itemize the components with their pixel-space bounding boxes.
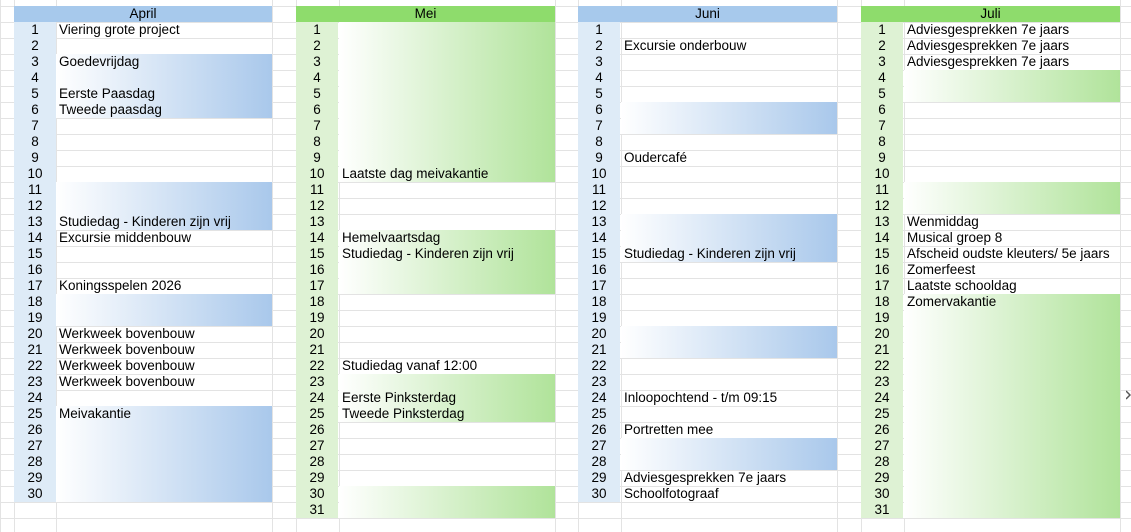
day-number-cell[interactable]: 9: [578, 150, 620, 166]
day-number-cell[interactable]: 19: [861, 310, 903, 326]
day-number-cell[interactable]: 22: [296, 358, 338, 374]
day-number-cell[interactable]: 20: [861, 326, 903, 342]
day-number-cell[interactable]: 15: [578, 246, 620, 262]
day-number-cell[interactable]: 28: [861, 454, 903, 470]
event-label: Werkweek bovenbouw: [59, 358, 195, 373]
event-cell[interactable]: [904, 166, 1120, 182]
day-number-cell[interactable]: 1: [14, 22, 56, 38]
event-label: Studiedag - Kinderen zijn vrij: [342, 246, 514, 261]
holiday-shading-juli: [904, 294, 1120, 518]
event-cell[interactable]: [621, 374, 837, 390]
event-cell[interactable]: [56, 342, 272, 358]
event-cell[interactable]: [904, 118, 1120, 134]
day-number-cell[interactable]: 6: [861, 102, 903, 118]
day-number-cell[interactable]: 29: [861, 470, 903, 486]
event-cell[interactable]: [339, 358, 555, 374]
event-cell[interactable]: [621, 198, 837, 214]
day-number-cell[interactable]: 4: [578, 70, 620, 86]
event-cell[interactable]: [56, 134, 272, 150]
day-number-cell[interactable]: 18: [296, 294, 338, 310]
event-label: Excursie middenbouw: [59, 230, 192, 245]
day-number-cell[interactable]: 20: [578, 326, 620, 342]
day-number-cell[interactable]: 22: [578, 358, 620, 374]
day-number-cell[interactable]: 5: [14, 86, 56, 102]
day-number-cell[interactable]: 25: [14, 406, 56, 422]
day-number-cell[interactable]: 6: [296, 102, 338, 118]
holiday-shading-juli: [904, 182, 1120, 214]
day-number-cell[interactable]: 5: [578, 86, 620, 102]
event-cell[interactable]: [56, 150, 272, 166]
day-number-cell[interactable]: 23: [14, 374, 56, 390]
event-cell[interactable]: [904, 262, 1120, 278]
day-number-cell[interactable]: 8: [578, 134, 620, 150]
day-number-cell[interactable]: 29: [296, 470, 338, 486]
day-number-cell[interactable]: 20: [14, 326, 56, 342]
month-header-juni[interactable]: Juni: [578, 6, 837, 22]
holiday-shading-mei: [339, 486, 555, 518]
day-number-cell[interactable]: 24: [14, 390, 56, 406]
event-label: Tweede Pinksterdag: [342, 406, 465, 421]
day-number-cell[interactable]: 17: [578, 278, 620, 294]
day-number-cell[interactable]: 29: [14, 470, 56, 486]
event-label: Studiedag - Kinderen zijn vrij: [624, 246, 796, 261]
day-number-cell[interactable]: 28: [296, 454, 338, 470]
event-label: Eerste Pinksterdag: [342, 390, 457, 405]
month-header-april[interactable]: April: [14, 6, 272, 22]
day-number-cell[interactable]: 25: [861, 406, 903, 422]
day-number-cell[interactable]: 13: [861, 214, 903, 230]
day-number-cell[interactable]: 4: [296, 70, 338, 86]
event-cell[interactable]: [56, 358, 272, 374]
event-cell[interactable]: [56, 390, 272, 406]
event-cell[interactable]: [904, 134, 1120, 150]
day-number-cell[interactable]: 9: [861, 150, 903, 166]
day-number-cell[interactable]: 10: [14, 166, 56, 182]
day-number-cell[interactable]: 14: [296, 230, 338, 246]
event-label: Meivakantie: [59, 406, 132, 421]
day-number-cell[interactable]: 21: [861, 342, 903, 358]
day-number-cell[interactable]: 13: [296, 214, 338, 230]
event-cell[interactable]: [339, 470, 555, 486]
event-cell[interactable]: [339, 310, 555, 326]
event-cell[interactable]: [904, 38, 1120, 54]
day-number-cell[interactable]: 15: [861, 246, 903, 262]
event-label: Laatste schooldag: [907, 278, 1017, 293]
day-number-cell[interactable]: 14: [14, 230, 56, 246]
event-cell[interactable]: [904, 54, 1120, 70]
column-gridline: [272, 0, 273, 532]
day-number-cell[interactable]: 13: [14, 214, 56, 230]
day-number-cell[interactable]: 27: [296, 438, 338, 454]
event-label: Oudercafé: [624, 150, 688, 165]
day-number-cell[interactable]: 25: [578, 406, 620, 422]
event-cell[interactable]: [621, 150, 837, 166]
event-cell[interactable]: [621, 86, 837, 102]
day-number-cell[interactable]: 10: [861, 166, 903, 182]
event-cell[interactable]: [339, 342, 555, 358]
event-cell[interactable]: [621, 470, 837, 486]
day-number-cell[interactable]: 5: [861, 86, 903, 102]
chevron-right-icon: [1126, 388, 1131, 402]
day-number-cell[interactable]: 24: [296, 390, 338, 406]
day-number-cell[interactable]: 30: [14, 486, 56, 502]
event-cell[interactable]: [904, 278, 1120, 294]
day-number-cell[interactable]: 30: [861, 486, 903, 502]
day-number-cell[interactable]: 23: [861, 374, 903, 390]
event-cell[interactable]: [621, 38, 837, 54]
day-number-cell[interactable]: 28: [578, 454, 620, 470]
holiday-shading-april: [56, 294, 272, 326]
day-number-cell[interactable]: 16: [296, 262, 338, 278]
event-cell[interactable]: [621, 422, 837, 438]
day-number-cell[interactable]: 15: [14, 246, 56, 262]
event-cell[interactable]: [56, 166, 272, 182]
event-label: Inloopochtend - t/m 09:15: [624, 390, 778, 405]
event-cell[interactable]: [621, 182, 837, 198]
day-number-cell[interactable]: 3: [861, 54, 903, 70]
day-number-cell[interactable]: 12: [861, 198, 903, 214]
holiday-shading-juli: [904, 70, 1120, 102]
day-number-cell[interactable]: 11: [296, 182, 338, 198]
day-number-cell[interactable]: 25: [296, 406, 338, 422]
holiday-shading-juni: [621, 438, 837, 470]
day-number-cell[interactable]: 2: [578, 38, 620, 54]
event-cell[interactable]: [339, 294, 555, 310]
day-number-cell[interactable]: 7: [578, 118, 620, 134]
day-number-cell[interactable]: 26: [14, 422, 56, 438]
event-cell[interactable]: [621, 406, 837, 422]
event-cell[interactable]: [904, 150, 1120, 166]
event-label: Adviesgesprekken 7e jaars: [907, 54, 1070, 69]
event-cell[interactable]: [56, 374, 272, 390]
day-number-cell[interactable]: 10: [578, 166, 620, 182]
column-gridline: [1120, 0, 1121, 532]
column-gridline: [837, 0, 838, 532]
day-number-cell[interactable]: 16: [14, 262, 56, 278]
day-number-cell[interactable]: 31: [296, 502, 338, 518]
day-number-cell[interactable]: 11: [578, 182, 620, 198]
day-number-cell[interactable]: 22: [14, 358, 56, 374]
event-label: Wenmiddag: [907, 214, 979, 229]
day-number-cell[interactable]: 21: [296, 342, 338, 358]
event-cell[interactable]: [56, 246, 272, 262]
event-label: Schoolfotograaf: [624, 486, 719, 501]
holiday-shading-juni: [621, 326, 837, 358]
day-number-cell[interactable]: 1: [578, 22, 620, 38]
day-number-cell[interactable]: 7: [861, 118, 903, 134]
day-number-cell[interactable]: 31: [861, 502, 903, 518]
day-number-cell[interactable]: 9: [14, 150, 56, 166]
day-number-cell[interactable]: 26: [861, 422, 903, 438]
day-number-cell[interactable]: 24: [861, 390, 903, 406]
day-number-cell[interactable]: 26: [578, 422, 620, 438]
event-cell[interactable]: [904, 214, 1120, 230]
event-cell[interactable]: [56, 118, 272, 134]
event-cell[interactable]: [621, 278, 837, 294]
event-cell[interactable]: [904, 22, 1120, 38]
day-number-cell[interactable]: 2: [861, 38, 903, 54]
event-cell[interactable]: [339, 214, 555, 230]
day-number-cell[interactable]: 28: [14, 454, 56, 470]
day-number-cell[interactable]: 26: [296, 422, 338, 438]
day-number-cell[interactable]: 18: [861, 294, 903, 310]
event-cell[interactable]: [621, 54, 837, 70]
event-cell[interactable]: [621, 486, 837, 502]
event-label: Goedevrijdag: [59, 54, 140, 69]
day-number-cell[interactable]: 6: [14, 102, 56, 118]
event-label: Viering grote project: [59, 22, 180, 37]
event-label: Musical groep 8: [907, 230, 1003, 245]
day-number-cell[interactable]: 19: [578, 310, 620, 326]
day-number-cell[interactable]: 11: [14, 182, 56, 198]
event-cell[interactable]: [621, 390, 837, 406]
day-number-cell[interactable]: 23: [296, 374, 338, 390]
day-number-cell[interactable]: 8: [296, 134, 338, 150]
event-label: Koningsspelen 2026: [59, 278, 182, 293]
event-label: Studiedag vanaf 12:00: [342, 358, 478, 373]
day-number-cell[interactable]: 7: [14, 118, 56, 134]
day-number-cell[interactable]: 14: [861, 230, 903, 246]
event-cell[interactable]: [56, 22, 272, 38]
event-cell[interactable]: [621, 294, 837, 310]
event-cell[interactable]: [621, 310, 837, 326]
day-number-cell[interactable]: 27: [578, 438, 620, 454]
day-number-cell[interactable]: 1: [861, 22, 903, 38]
day-number-cell[interactable]: 12: [296, 198, 338, 214]
event-cell[interactable]: [56, 262, 272, 278]
day-number-cell[interactable]: 30: [296, 486, 338, 502]
day-number-cell[interactable]: 2: [296, 38, 338, 54]
day-number-cell[interactable]: 16: [861, 262, 903, 278]
day-number-cell[interactable]: 20: [296, 326, 338, 342]
event-cell[interactable]: [339, 438, 555, 454]
day-number-cell[interactable]: 1: [296, 22, 338, 38]
month-header-juli[interactable]: Juli: [861, 6, 1120, 22]
day-number-cell[interactable]: 17: [861, 278, 903, 294]
day-number-cell[interactable]: 22: [861, 358, 903, 374]
event-cell[interactable]: [621, 262, 837, 278]
event-cell[interactable]: [621, 358, 837, 374]
event-cell[interactable]: [621, 134, 837, 150]
event-cell[interactable]: [904, 230, 1120, 246]
day-number-cell[interactable]: 3: [14, 54, 56, 70]
day-number-cell[interactable]: 23: [578, 374, 620, 390]
event-label: Adviesgesprekken 7e jaars: [907, 22, 1070, 37]
event-label: Adviesgesprekken 7e jaars: [624, 470, 787, 485]
event-label: Eerste Paasdag: [59, 86, 156, 101]
day-number-cell[interactable]: 2: [14, 38, 56, 54]
day-number-cell[interactable]: 7: [296, 118, 338, 134]
day-number-cell[interactable]: 27: [14, 438, 56, 454]
day-number-cell[interactable]: 4: [861, 70, 903, 86]
day-number-cell[interactable]: 24: [578, 390, 620, 406]
event-label: Zomervakantie: [907, 294, 997, 309]
event-cell[interactable]: [339, 198, 555, 214]
event-cell[interactable]: [621, 70, 837, 86]
day-number-cell[interactable]: 9: [296, 150, 338, 166]
event-label: Werkweek bovenbouw: [59, 342, 195, 357]
day-number-cell[interactable]: 18: [578, 294, 620, 310]
day-number-cell[interactable]: 4: [14, 70, 56, 86]
event-cell[interactable]: [339, 454, 555, 470]
event-label: Werkweek bovenbouw: [59, 374, 195, 389]
event-label: Studiedag - Kinderen zijn vrij: [59, 214, 231, 229]
day-number-cell[interactable]: 21: [14, 342, 56, 358]
column-gridline: [555, 0, 556, 532]
day-number-cell[interactable]: 15: [296, 246, 338, 262]
day-number-cell[interactable]: 5: [296, 86, 338, 102]
day-number-cell[interactable]: 30: [578, 486, 620, 502]
day-number-cell[interactable]: 12: [578, 198, 620, 214]
day-number-cell[interactable]: 17: [296, 278, 338, 294]
event-label: Tweede paasdag: [59, 102, 162, 117]
event-cell[interactable]: [339, 422, 555, 438]
event-cell[interactable]: [56, 326, 272, 342]
event-label: Hemelvaartsdag: [342, 230, 441, 245]
day-number-cell[interactable]: 17: [14, 278, 56, 294]
day-number-cell[interactable]: 10: [296, 166, 338, 182]
event-cell[interactable]: [904, 102, 1120, 118]
event-cell[interactable]: [339, 326, 555, 342]
day-number-cell[interactable]: 8: [14, 134, 56, 150]
event-cell[interactable]: [56, 38, 272, 54]
event-label: Portretten mee: [624, 422, 714, 437]
event-cell[interactable]: [904, 246, 1120, 262]
holiday-shading-mei: [339, 22, 555, 182]
event-cell[interactable]: [56, 230, 272, 246]
day-number-cell[interactable]: 29: [578, 470, 620, 486]
day-number-cell[interactable]: 3: [578, 54, 620, 70]
event-cell[interactable]: [56, 278, 272, 294]
day-number-cell[interactable]: 18: [14, 294, 56, 310]
holiday-shading-juni: [621, 102, 837, 134]
day-number-cell[interactable]: 19: [296, 310, 338, 326]
day-number-cell[interactable]: 27: [861, 438, 903, 454]
event-cell[interactable]: [339, 182, 555, 198]
day-number-cell[interactable]: 12: [14, 198, 56, 214]
day-number-cell[interactable]: 6: [578, 102, 620, 118]
event-cell[interactable]: [621, 166, 837, 182]
event-label: Laatste dag meivakantie: [342, 166, 489, 181]
event-label: Werkweek bovenbouw: [59, 326, 195, 341]
event-cell[interactable]: [621, 22, 837, 38]
event-label: Zomerfeest: [907, 262, 976, 277]
day-number-cell[interactable]: 3: [296, 54, 338, 70]
event-label: Adviesgesprekken 7e jaars: [907, 38, 1070, 53]
month-header-mei[interactable]: Mei: [296, 6, 555, 22]
event-label: Excursie onderbouw: [624, 38, 747, 53]
day-number-cell[interactable]: 21: [578, 342, 620, 358]
day-number-cell[interactable]: 11: [861, 182, 903, 198]
day-number-cell[interactable]: 14: [578, 230, 620, 246]
day-number-cell[interactable]: 19: [14, 310, 56, 326]
day-number-cell[interactable]: 13: [578, 214, 620, 230]
event-label: Afscheid oudste kleuters/ 5e jaars: [907, 246, 1110, 261]
day-number-cell[interactable]: 16: [578, 262, 620, 278]
day-number-cell[interactable]: 8: [861, 134, 903, 150]
